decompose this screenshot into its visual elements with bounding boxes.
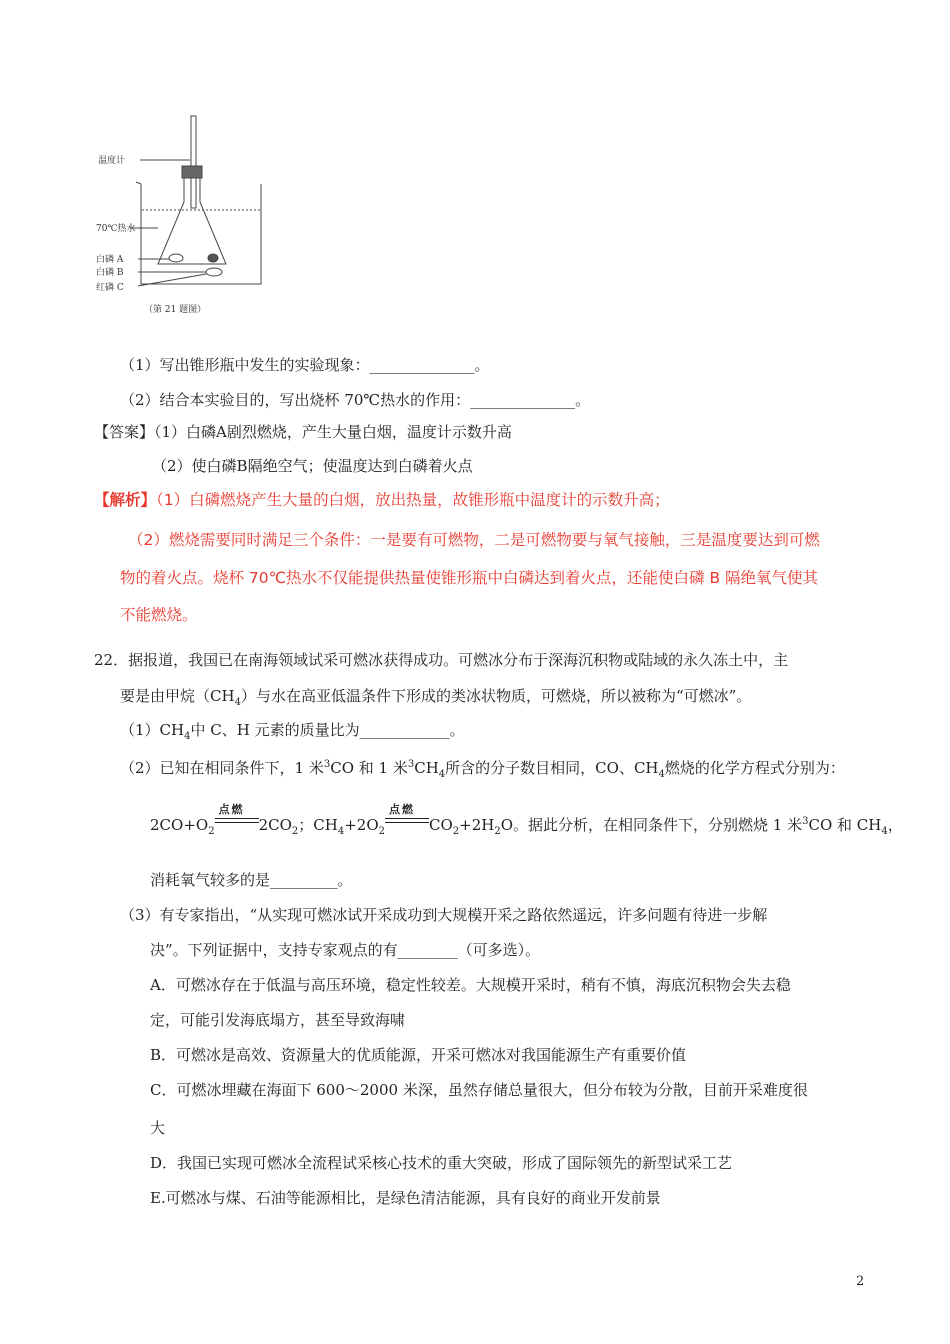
- q22-option-c1: C．可燃冰埋藏在海面下 600～2000 米深，虽然存储总量很大，但分布较为分散，目前开采难度很: [150, 1081, 808, 1099]
- sub-4: 4: [184, 731, 191, 742]
- analysis1-text: （1）白磷燃烧产生大量的白烟，放出热量，故锥形瓶中温度计的示数升高；: [156, 491, 670, 509]
- equals-bar: [385, 818, 429, 819]
- ignite-label: 点燃: [218, 803, 245, 816]
- sub-4: 4: [337, 826, 345, 837]
- sub-2: 2: [494, 826, 501, 837]
- q22-option-b: B．可燃冰是高效、资源量大的优质能源，开采可燃冰对我国能源生产有重要价值: [150, 1046, 687, 1064]
- q21-answer2: （2）使白磷B隔绝空气；使温度达到白磷着火点: [152, 457, 473, 475]
- sub-2: 2: [208, 826, 215, 837]
- sub-4: 4: [658, 769, 665, 780]
- eq-tail: O。据此分析，在相同条件下，分别燃烧 1 米: [500, 816, 803, 834]
- q22-option-d: D．我国已实现可燃冰全流程试采核心技术的重大突破，形成了国际领先的新型试采工艺: [150, 1154, 733, 1172]
- sup-3: 3: [323, 759, 331, 770]
- q22-option-e: E.可燃冰与煤、石油等能源相比，是绿色清洁能源，具有良好的商业开发前景: [150, 1189, 661, 1207]
- ignite-condition: [385, 803, 429, 832]
- q21-sub1: （1）写出锥形瓶中发生的实验现象：______________。: [120, 356, 490, 374]
- q22-intro1: 22．据报道，我国已在南海领域试采可燃冰获得成功。可燃冰分布于深海沉积物或陆域的永久冻土中，主: [94, 651, 789, 669]
- q21-analysis4: 不能燃烧。: [120, 606, 198, 624]
- equals-bar: [215, 822, 259, 823]
- q21-analysis2: （2）燃烧需要同时满足三个条件：一是要有可燃物，二是可燃物要与氧气接触，三是温度要达到可燃: [128, 531, 820, 549]
- eq-ch4-end: +2H: [459, 816, 495, 834]
- eq-ch4-mid: +2O: [344, 816, 379, 834]
- sup-3: 3: [802, 816, 809, 827]
- page-number: 2: [856, 1274, 865, 1289]
- figure-caption: （第 21 题图）: [144, 305, 207, 315]
- sub-4: 4: [234, 697, 241, 708]
- ignite-label: 点燃: [389, 803, 415, 816]
- q22-option-a1: A．可燃冰存在于低温与高压环境，稳定性较差。大规模开采时，稍有不慎，海底沉积物会失去稳: [150, 976, 791, 994]
- q22-sub1: [120, 720, 465, 747]
- q22-intro2: [120, 686, 751, 713]
- eq-co-left: 2CO+O: [150, 816, 209, 834]
- analysis-tag: 【解析】: [94, 491, 157, 509]
- sub-2: 2: [378, 826, 385, 837]
- q21-analysis3: 物的着火点。烧杯 70℃热水不仅能提供热量使锥形瓶中白磷达到着火点，还能使白磷 B 隔绝氧气使其: [120, 569, 819, 587]
- sub-2: 2: [452, 826, 460, 837]
- intro2-a: 要是由甲烷（CH: [120, 687, 235, 705]
- sup-3: 3: [407, 759, 415, 770]
- answer1-text: （1）白磷A剧烈燃烧，产生大量白烟，温度计示数升高: [154, 423, 512, 441]
- q22-sub2-end: 消耗氧气较多的是_________。: [150, 871, 353, 889]
- sub-4: 4: [438, 769, 446, 780]
- thermometer-icon: [191, 116, 196, 208]
- q21-sub2: （2）结合本实验目的，写出烧杯 70℃热水的作用：______________。: [120, 391, 591, 409]
- sub2-a: （2）已知在相同条件下，1 米: [120, 759, 324, 777]
- label-thermometer: 温度计: [98, 156, 126, 166]
- eq-tail3: ，: [887, 816, 903, 834]
- sub1-b: 中 C、H 元素的质量比为____________。: [190, 721, 465, 739]
- q22-option-c2: 大: [150, 1119, 166, 1137]
- q22-sub2: [120, 755, 845, 785]
- label-hot-water: 70℃热水: [96, 224, 136, 234]
- equals-bar: [215, 818, 259, 819]
- q22-option-a2: 定，可能引发海底塌方，甚至导致海啸: [150, 1011, 406, 1029]
- sub2-c: CH: [414, 759, 439, 777]
- sub2-d: 所含的分子数目相同，CO、CH: [445, 759, 659, 777]
- sub2-b: CO 和 1 米: [330, 759, 408, 777]
- intro2-b: ）与水在高亚低温条件下形成的类冰状物质，可燃烧，所以被称为“可燃冰”。: [240, 687, 752, 705]
- q22-sub3a: （3）有专家指出，“从实现可燃冰试开采成功到大规模开采之路依然遥远，许多问题有待进一步解: [120, 906, 768, 924]
- q21-answer1: [94, 422, 512, 442]
- q22-sub3b: 决”。下列证据中，支持专家观点的有________（可多选）。: [150, 941, 541, 959]
- eq-co-right: 2CO: [258, 816, 292, 834]
- ignite-condition: [215, 803, 259, 832]
- label-red-p-c: 红磷 C: [96, 283, 124, 293]
- eq-tail2: CO 和 CH: [808, 816, 882, 834]
- sub-4: 4: [881, 826, 888, 837]
- experiment-figure: [96, 114, 276, 319]
- eq-ch4-left: ；CH: [298, 816, 338, 834]
- equals-bar: [385, 822, 429, 823]
- label-white-p-b: 白磷 B: [96, 268, 124, 278]
- q22-equations: [150, 803, 903, 842]
- eq-ch4-right: CO: [429, 816, 453, 834]
- q21-analysis1: [94, 490, 670, 510]
- sub-2: 2: [291, 826, 299, 837]
- answer-tag: 【答案】: [94, 423, 155, 441]
- sub1-a: （1）CH: [120, 721, 185, 739]
- label-white-p-a: 白磷 A: [96, 255, 124, 265]
- sub2-e: 燃烧的化学方程式分别为：: [664, 759, 845, 777]
